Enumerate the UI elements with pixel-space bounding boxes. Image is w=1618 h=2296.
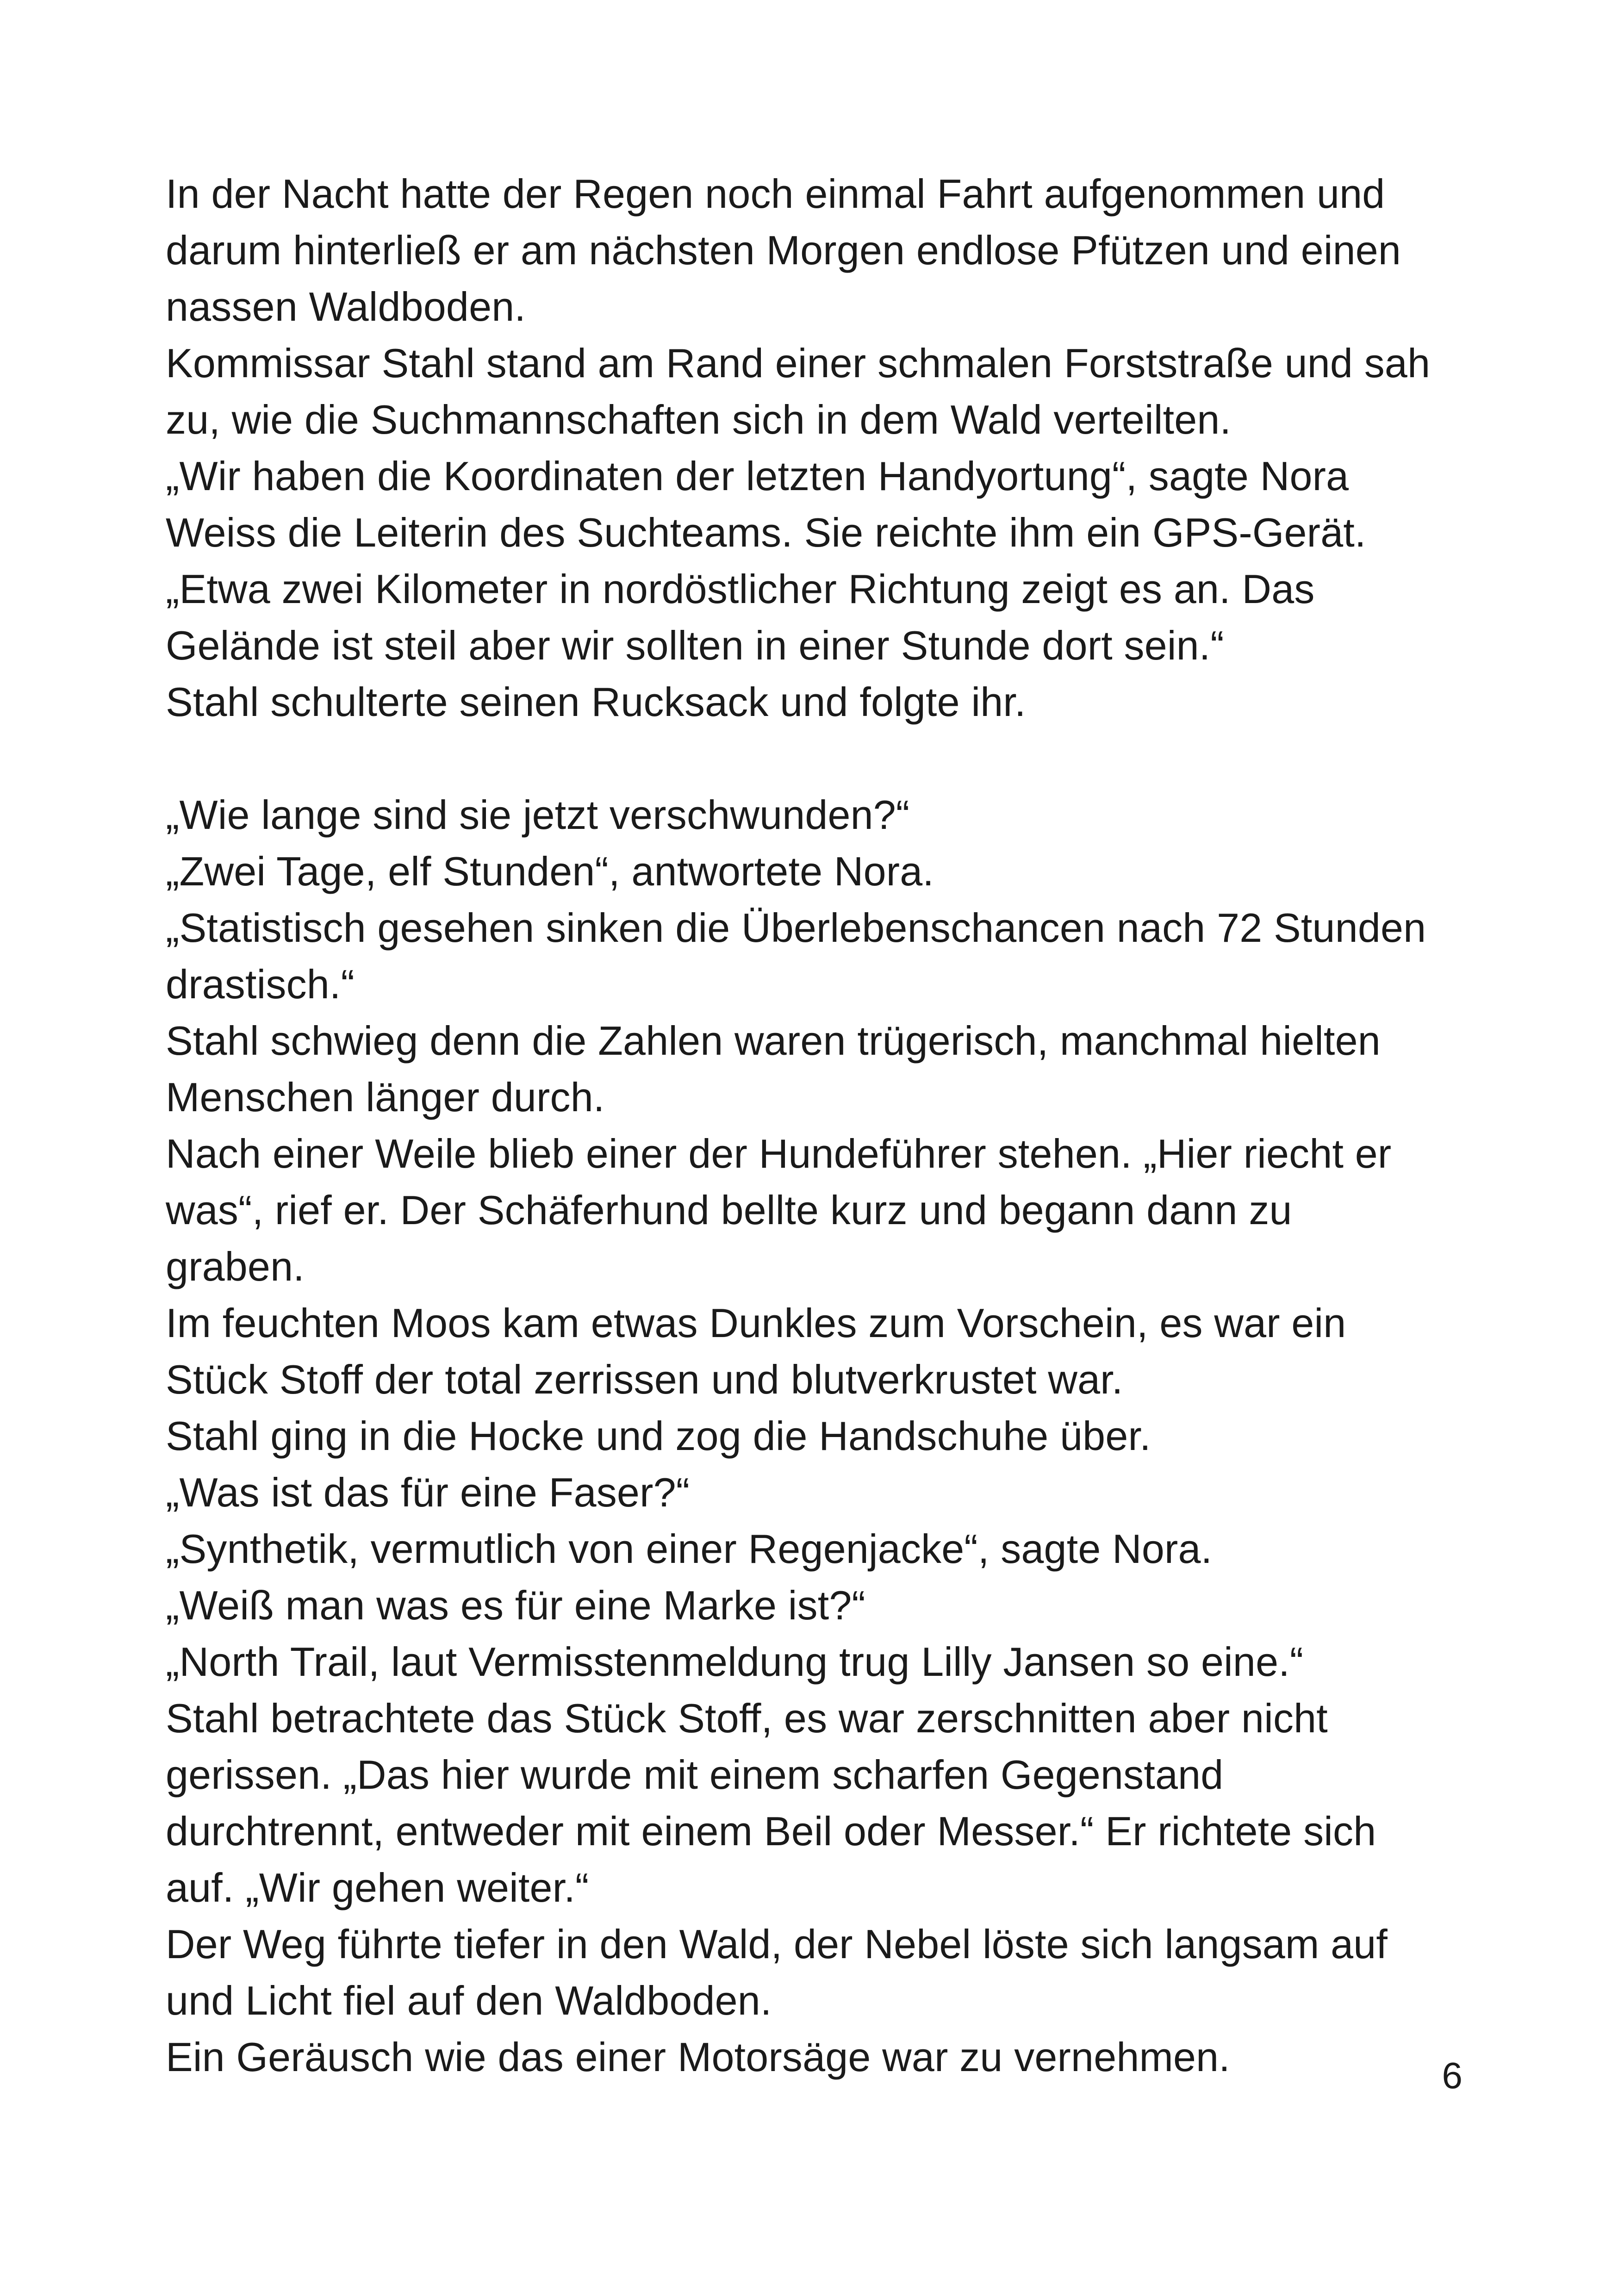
text-line: Stahl schwieg denn die Zahlen waren trügerisch, manchmal hielten — [166, 1018, 1381, 1064]
text-line: „Statistisch gesehen sinken die Überlebenschancen nach 72 Stunden — [166, 905, 1426, 951]
text-line: In der Nacht hatte der Regen noch einmal Fahrt aufgenommen und — [166, 171, 1385, 217]
text-line: Nach einer Weile blieb einer der Hundeführer stehen. „Hier riecht er — [166, 1131, 1392, 1176]
text-line: graben. — [166, 1244, 305, 1289]
text-line: Ein Geräusch wie das einer Motorsäge war zu vernehmen. — [166, 2034, 1230, 2080]
text-line: „Etwa zwei Kilometer in nordöstlicher Richtung zeigt es an. Das — [166, 566, 1315, 612]
text-line: Stück Stoff der total zerrissen und blutverkrustet war. — [166, 1356, 1123, 1402]
paragraph-spacer — [166, 730, 1471, 787]
text-line: und Licht fiel auf den Waldboden. — [166, 1978, 772, 2023]
text-line: Der Weg führte tiefer in den Wald, der Nebel löste sich langsam auf — [166, 1921, 1388, 1967]
text-line: Weiss die Leiterin des Suchteams. Sie reichte ihm ein GPS-Gerät. — [166, 510, 1366, 555]
page-number: 6 — [1442, 2055, 1462, 2096]
text-line: durchtrennt, entweder mit einem Beil oder Messer.“ Er richtete sich — [166, 1808, 1376, 1854]
text-line: darum hinterließ er am nächsten Morgen endlose Pfützen und einen — [166, 227, 1401, 273]
text-line: Gelände ist steil aber wir sollten in einer Stunde dort sein.“ — [166, 622, 1224, 668]
text-line: „Zwei Tage, elf Stunden“, antwortete Nora. — [166, 848, 934, 894]
text-line: was“, rief er. Der Schäferhund bellte kurz und begann dann zu — [166, 1187, 1292, 1233]
text-line: „Wir haben die Koordinaten der letzten Handyortung“, sagte Nora — [166, 453, 1349, 499]
text-line: „Weiß man was es für eine Marke ist?“ — [166, 1582, 865, 1628]
text-line: Stahl betrachtete das Stück Stoff, es war zerschnitten aber nicht — [166, 1695, 1328, 1741]
text-line: drastisch.“ — [166, 961, 355, 1007]
text-line: Stahl ging in die Hocke und zog die Handschuhe über. — [166, 1413, 1151, 1459]
text-line: nassen Waldboden. — [166, 284, 526, 330]
text-line: Stahl schulterte seinen Rucksack und folgte ihr. — [166, 679, 1026, 725]
text-line: „Wie lange sind sie jetzt verschwunden?“ — [166, 792, 910, 838]
text-line: „Synthetik, vermutlich von einer Regenjacke“, sagte Nora. — [166, 1526, 1213, 1572]
text-line: Menschen länger durch. — [166, 1074, 605, 1120]
text-line: „Was ist das für eine Faser?“ — [166, 1469, 690, 1515]
text-line: gerissen. „Das hier wurde mit einem scharfen Gegenstand — [166, 1752, 1224, 1798]
text-line: „North Trail, laut Vermisstenmeldung trug Lilly Jansen so eine.“ — [166, 1639, 1304, 1685]
text-line: Kommissar Stahl stand am Rand einer schmalen Forststraße und sah — [166, 340, 1431, 386]
text-line: Im feuchten Moos kam etwas Dunkles zum Vorschein, es war ein — [166, 1300, 1346, 1346]
body-text — [166, 166, 1471, 2085]
text-line: auf. „Wir gehen weiter.“ — [166, 1865, 589, 1910]
text-line: zu, wie die Suchmannschaften sich in dem Wald verteilten. — [166, 397, 1232, 442]
